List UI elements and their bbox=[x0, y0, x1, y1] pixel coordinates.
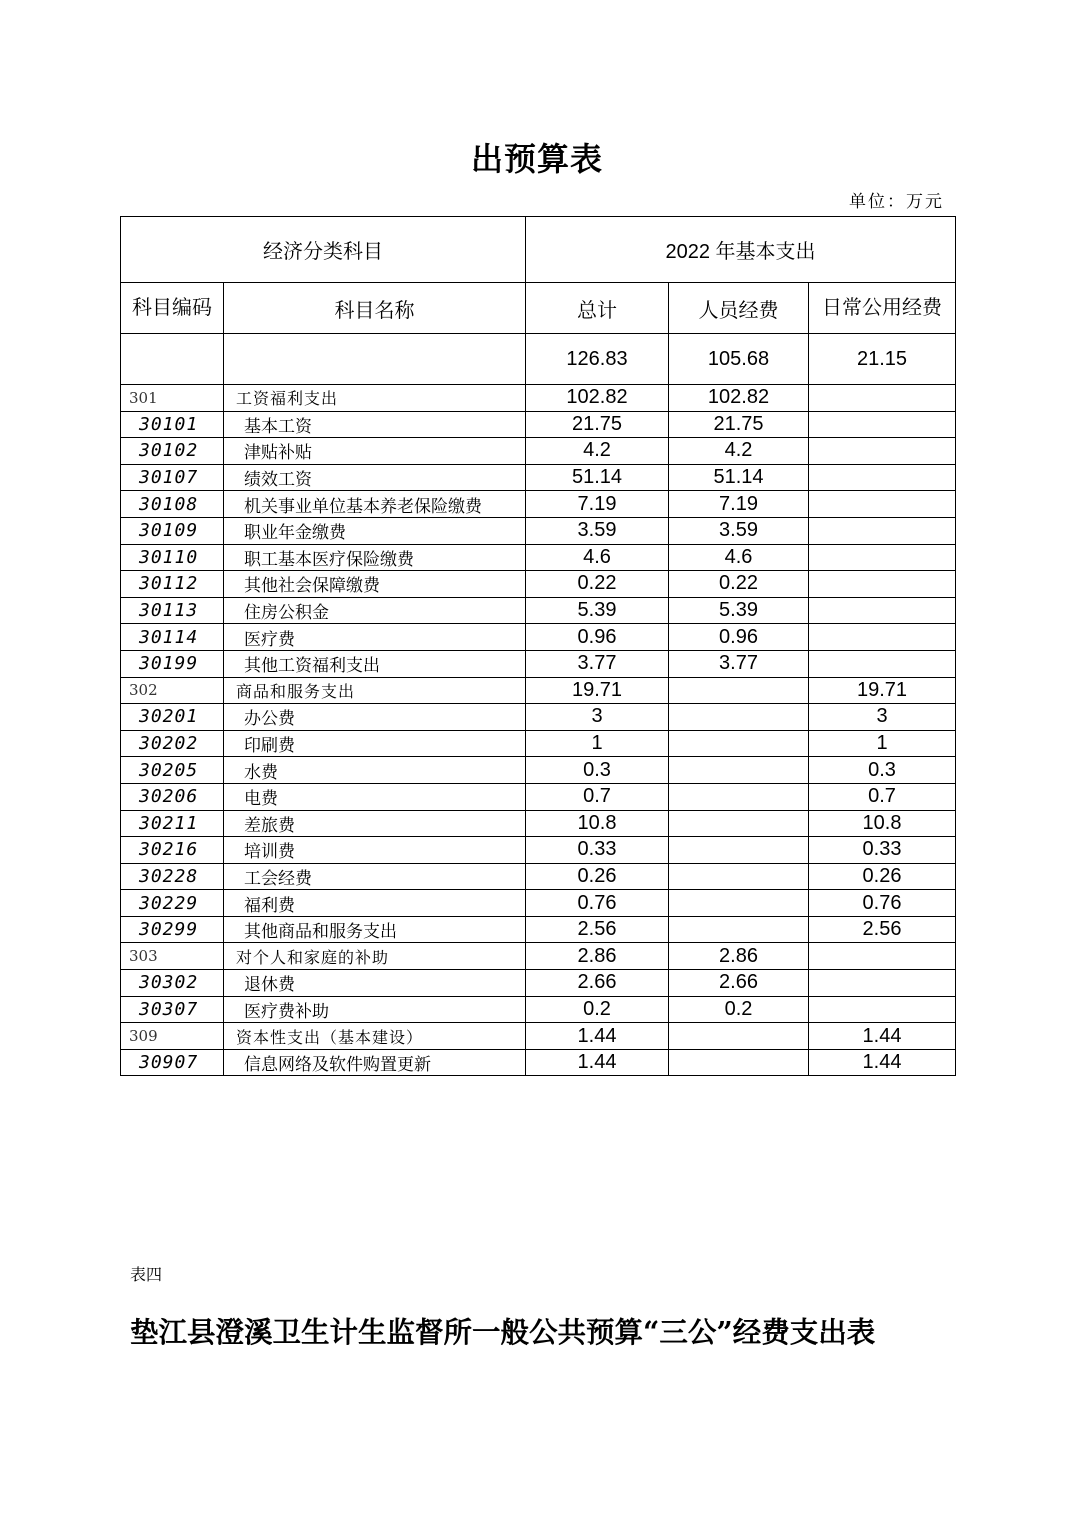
row-total: 4.2 bbox=[526, 438, 669, 465]
row-name: 福利费 bbox=[224, 890, 526, 917]
row-total: 102.82 bbox=[526, 385, 669, 412]
row-public: 0.33 bbox=[809, 837, 956, 864]
row-personnel bbox=[669, 1049, 809, 1076]
summary-personnel: 105.68 bbox=[669, 334, 809, 385]
summary-code bbox=[121, 334, 224, 385]
unit-label: 单位：万元 bbox=[849, 192, 944, 212]
row-personnel bbox=[669, 890, 809, 917]
row-name: 津贴补贴 bbox=[224, 438, 526, 465]
table-row bbox=[121, 517, 956, 544]
table-row bbox=[121, 411, 956, 438]
row-name: 资本性支出（基本建设） bbox=[224, 1023, 526, 1050]
row-personnel: 3.77 bbox=[669, 650, 809, 677]
row-code: 30229 bbox=[121, 890, 224, 917]
row-code: 30907 bbox=[121, 1049, 224, 1076]
table-row bbox=[121, 783, 956, 810]
category-row bbox=[121, 943, 956, 970]
col-public-header: 日常公用经费 bbox=[809, 283, 956, 334]
row-public bbox=[809, 464, 956, 491]
row-code: 30205 bbox=[121, 757, 224, 784]
row-personnel: 0.96 bbox=[669, 624, 809, 651]
row-code: 30211 bbox=[121, 810, 224, 837]
row-public bbox=[809, 438, 956, 465]
row-name: 其他工资福利支出 bbox=[224, 650, 526, 677]
col-code-header: 科目编码 bbox=[121, 283, 224, 334]
row-personnel: 2.86 bbox=[669, 943, 809, 970]
row-personnel bbox=[669, 783, 809, 810]
row-code: 301 bbox=[121, 385, 224, 412]
row-code: 30110 bbox=[121, 544, 224, 571]
row-name: 办公费 bbox=[224, 704, 526, 731]
header-econ: 经济分类科目 bbox=[121, 217, 526, 283]
table-row bbox=[121, 491, 956, 518]
row-name: 电费 bbox=[224, 783, 526, 810]
row-total: 3 bbox=[526, 704, 669, 731]
row-total: 10.8 bbox=[526, 810, 669, 837]
table-row bbox=[121, 970, 956, 997]
row-name: 医疗费 bbox=[224, 624, 526, 651]
row-name: 基本工资 bbox=[224, 411, 526, 438]
col-personnel-header: 人员经费 bbox=[669, 283, 809, 334]
row-public bbox=[809, 970, 956, 997]
row-personnel bbox=[669, 1023, 809, 1050]
row-code: 30216 bbox=[121, 837, 224, 864]
row-code: 30108 bbox=[121, 491, 224, 518]
table-row bbox=[121, 438, 956, 465]
row-personnel bbox=[669, 837, 809, 864]
summary-total: 126.83 bbox=[526, 334, 669, 385]
row-total: 51.14 bbox=[526, 464, 669, 491]
row-total: 0.26 bbox=[526, 863, 669, 890]
row-personnel bbox=[669, 677, 809, 704]
row-public: 3 bbox=[809, 704, 956, 731]
row-public bbox=[809, 650, 956, 677]
summary-public: 21.15 bbox=[809, 334, 956, 385]
row-personnel bbox=[669, 704, 809, 731]
category-row bbox=[121, 1023, 956, 1050]
row-personnel: 21.75 bbox=[669, 411, 809, 438]
table-row bbox=[121, 544, 956, 571]
row-public: 1.44 bbox=[809, 1023, 956, 1050]
row-public: 0.3 bbox=[809, 757, 956, 784]
row-name: 印刷费 bbox=[224, 730, 526, 757]
row-public: 1 bbox=[809, 730, 956, 757]
footer-title: 垫江县澄溪卫生计生监督所一般公共预算“三公”经费支出表 bbox=[130, 1315, 876, 1349]
table-row bbox=[121, 810, 956, 837]
row-public: 0.76 bbox=[809, 890, 956, 917]
col-name-header: 科目名称 bbox=[224, 283, 526, 334]
row-code: 30307 bbox=[121, 996, 224, 1023]
row-public: 10.8 bbox=[809, 810, 956, 837]
row-personnel bbox=[669, 730, 809, 757]
row-name: 绩效工资 bbox=[224, 464, 526, 491]
row-total: 0.2 bbox=[526, 996, 669, 1023]
category-row bbox=[121, 677, 956, 704]
row-public bbox=[809, 517, 956, 544]
row-public bbox=[809, 411, 956, 438]
row-code: 302 bbox=[121, 677, 224, 704]
row-name: 其他商品和服务支出 bbox=[224, 916, 526, 943]
row-name: 职工基本医疗保险缴费 bbox=[224, 544, 526, 571]
row-code: 30199 bbox=[121, 650, 224, 677]
row-total: 21.75 bbox=[526, 411, 669, 438]
row-code: 30102 bbox=[121, 438, 224, 465]
row-personnel: 102.82 bbox=[669, 385, 809, 412]
row-public bbox=[809, 385, 956, 412]
row-personnel: 0.2 bbox=[669, 996, 809, 1023]
table-row bbox=[121, 1049, 956, 1076]
row-public: 0.7 bbox=[809, 783, 956, 810]
row-public bbox=[809, 943, 956, 970]
row-code: 309 bbox=[121, 1023, 224, 1050]
row-total: 1 bbox=[526, 730, 669, 757]
table-row bbox=[121, 837, 956, 864]
row-name: 培训费 bbox=[224, 837, 526, 864]
row-code: 30302 bbox=[121, 970, 224, 997]
row-name: 工资福利支出 bbox=[224, 385, 526, 412]
row-code: 30202 bbox=[121, 730, 224, 757]
row-public bbox=[809, 597, 956, 624]
row-code: 30112 bbox=[121, 571, 224, 598]
row-code: 30228 bbox=[121, 863, 224, 890]
row-total: 2.56 bbox=[526, 916, 669, 943]
category-row bbox=[121, 385, 956, 412]
row-total: 0.76 bbox=[526, 890, 669, 917]
table-row bbox=[121, 863, 956, 890]
row-total: 3.59 bbox=[526, 517, 669, 544]
row-public bbox=[809, 996, 956, 1023]
header-row-cols bbox=[121, 283, 956, 334]
page-title: 出预算表 bbox=[470, 140, 603, 178]
row-total: 2.86 bbox=[526, 943, 669, 970]
row-total: 19.71 bbox=[526, 677, 669, 704]
row-personnel bbox=[669, 757, 809, 784]
row-total: 0.3 bbox=[526, 757, 669, 784]
row-name: 差旅费 bbox=[224, 810, 526, 837]
row-name: 医疗费补助 bbox=[224, 996, 526, 1023]
row-total: 2.66 bbox=[526, 970, 669, 997]
table-row bbox=[121, 571, 956, 598]
row-public: 2.56 bbox=[809, 916, 956, 943]
row-name: 机关事业单位基本养老保险缴费 bbox=[224, 491, 526, 518]
summary-name bbox=[224, 334, 526, 385]
row-name: 退休费 bbox=[224, 970, 526, 997]
row-public: 19.71 bbox=[809, 677, 956, 704]
table-row bbox=[121, 730, 956, 757]
table-row bbox=[121, 996, 956, 1023]
row-total: 0.33 bbox=[526, 837, 669, 864]
row-total: 3.77 bbox=[526, 650, 669, 677]
row-personnel bbox=[669, 863, 809, 890]
row-total: 0.22 bbox=[526, 571, 669, 598]
footer-label: 表四 bbox=[130, 1265, 163, 1284]
row-personnel: 3.59 bbox=[669, 517, 809, 544]
row-personnel: 2.66 bbox=[669, 970, 809, 997]
row-total: 5.39 bbox=[526, 597, 669, 624]
row-personnel bbox=[669, 916, 809, 943]
row-name: 其他社会保障缴费 bbox=[224, 571, 526, 598]
row-name: 商品和服务支出 bbox=[224, 677, 526, 704]
row-name: 信息网络及软件购置更新 bbox=[224, 1049, 526, 1076]
table-row bbox=[121, 890, 956, 917]
header-year: 2022 年基本支出 bbox=[526, 217, 956, 283]
row-code: 30113 bbox=[121, 597, 224, 624]
row-personnel: 7.19 bbox=[669, 491, 809, 518]
row-code: 30109 bbox=[121, 517, 224, 544]
row-name: 水费 bbox=[224, 757, 526, 784]
row-name: 工会经费 bbox=[224, 863, 526, 890]
budget-table bbox=[120, 216, 956, 1076]
row-code: 30101 bbox=[121, 411, 224, 438]
row-public bbox=[809, 571, 956, 598]
row-personnel: 51.14 bbox=[669, 464, 809, 491]
row-name: 职业年金缴费 bbox=[224, 517, 526, 544]
table-row bbox=[121, 464, 956, 491]
col-total-header: 总计 bbox=[526, 283, 669, 334]
row-public: 1.44 bbox=[809, 1049, 956, 1076]
row-name: 住房公积金 bbox=[224, 597, 526, 624]
row-total: 1.44 bbox=[526, 1049, 669, 1076]
row-total: 0.96 bbox=[526, 624, 669, 651]
table-row bbox=[121, 597, 956, 624]
row-personnel: 0.22 bbox=[669, 571, 809, 598]
row-public bbox=[809, 491, 956, 518]
row-code: 30107 bbox=[121, 464, 224, 491]
row-code: 30299 bbox=[121, 916, 224, 943]
row-name: 对个人和家庭的补助 bbox=[224, 943, 526, 970]
row-code: 303 bbox=[121, 943, 224, 970]
row-total: 0.7 bbox=[526, 783, 669, 810]
row-public bbox=[809, 624, 956, 651]
summary-row bbox=[121, 334, 956, 385]
table-row bbox=[121, 624, 956, 651]
row-public bbox=[809, 544, 956, 571]
row-personnel: 5.39 bbox=[669, 597, 809, 624]
table-row bbox=[121, 704, 956, 731]
row-personnel: 4.2 bbox=[669, 438, 809, 465]
row-personnel bbox=[669, 810, 809, 837]
header-row-top bbox=[121, 217, 956, 283]
row-code: 30201 bbox=[121, 704, 224, 731]
table-row bbox=[121, 650, 956, 677]
row-total: 7.19 bbox=[526, 491, 669, 518]
row-public: 0.26 bbox=[809, 863, 956, 890]
row-total: 1.44 bbox=[526, 1023, 669, 1050]
table-row bbox=[121, 757, 956, 784]
row-personnel: 4.6 bbox=[669, 544, 809, 571]
row-code: 30206 bbox=[121, 783, 224, 810]
row-total: 4.6 bbox=[526, 544, 669, 571]
table-row bbox=[121, 916, 956, 943]
row-code: 30114 bbox=[121, 624, 224, 651]
